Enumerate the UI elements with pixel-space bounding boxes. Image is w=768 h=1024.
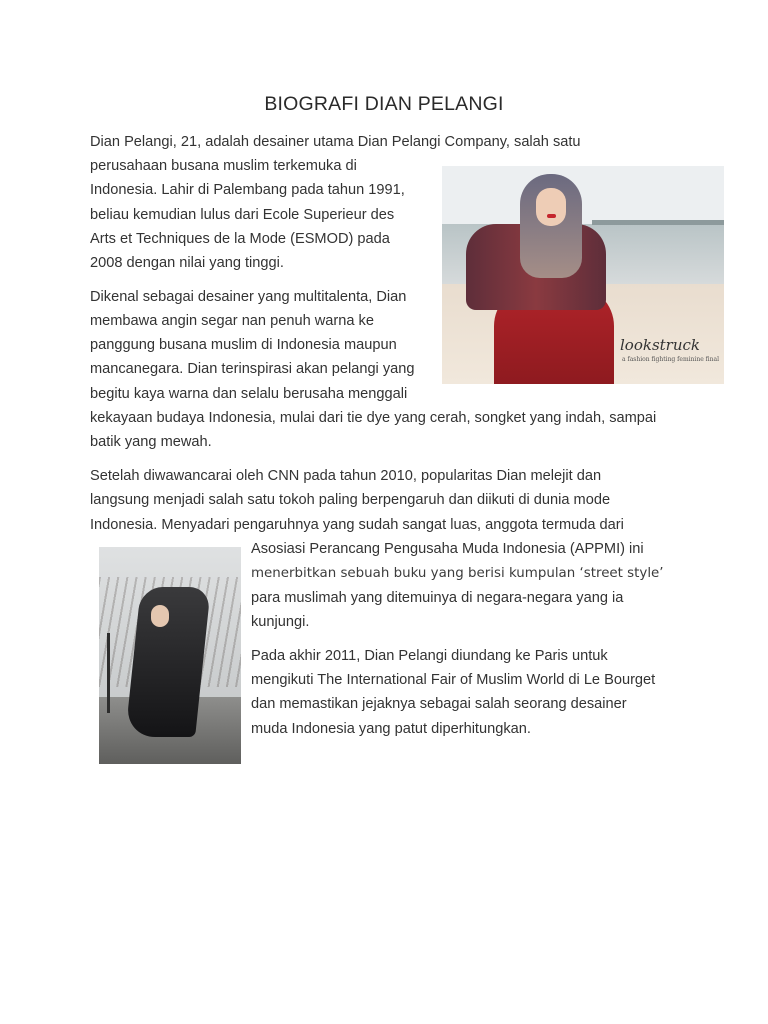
paragraph-line: muda Indonesia yang patut diperhitungkan. <box>251 721 531 737</box>
beach-portrait-photo <box>442 166 724 384</box>
paragraph-line: Asosiasi Perancang Pengusaha Muda Indonesia (APPMI) ini <box>251 541 644 557</box>
paragraph-line: mancanegara. Dian terinspirasi akan pelangi yang <box>90 361 415 377</box>
paragraph-line: kekayaan budaya Indonesia, mulai dari tie dye yang cerah, songket yang indah, sampai <box>90 410 657 426</box>
paragraph-line: batik yang mewah. <box>90 434 212 450</box>
paragraph-line: langsung menjadi salah satu tokoh paling berpengaruh dan diikuti di dunia mode <box>90 492 611 508</box>
street-style-photo <box>99 547 241 764</box>
paragraph-line: Dikenal sebagai desainer yang multitalenta, Dian <box>90 289 407 305</box>
paragraph-line: membawa angin segar nan penuh warna ke <box>90 313 374 329</box>
paragraph-line: 2008 dengan nilai yang tinggi. <box>90 255 284 271</box>
paragraph-line: panggung busana muslim di Indonesia maupun <box>90 337 397 353</box>
paragraph-line: begitu kaya warna dan selalu berusaha menggali <box>90 386 408 402</box>
photo-watermark-tagline: a fashion fighting feminine final <box>622 356 720 363</box>
paragraph-line: Dian Pelangi, 21, adalah desainer utama Dian Pelangi Company, salah satu <box>90 134 581 150</box>
paragraph-line: Setelah diwawancarai oleh CNN pada tahun 2010, popularitas Dian melejit dan <box>90 468 602 484</box>
photo-watermark: lookstruck <box>620 336 700 354</box>
paragraph-line: kunjungi. <box>251 614 310 630</box>
paragraph-line: mengikuti The International Fair of Muslim World di Le Bourget <box>251 672 656 688</box>
paragraph-line: Pada akhir 2011, Dian Pelangi diundang ke Paris untuk <box>251 648 608 664</box>
paragraph-line: perusahaan busana muslim terkemuka di <box>90 158 357 174</box>
paragraph-line: Arts et Techniques de la Mode (ESMOD) pada <box>90 231 390 247</box>
paragraph-line: Indonesia. Menyadari pengaruhnya yang sudah sangat luas, anggota termuda dari <box>90 517 624 533</box>
paragraph-line: Indonesia. Lahir di Palembang pada tahun 1991, <box>90 182 405 198</box>
page-title: BIOGRAFI DIAN PELANGI <box>264 93 504 115</box>
paragraph-line: dan memastikan jejaknya sebagai salah seorang desainer <box>251 696 627 712</box>
paragraph-line: beliau kemudian lulus dari Ecole Superieur des <box>90 207 395 223</box>
paragraph-line: menerbitkan sebuah buku yang berisi kumpulan ‘street style’ <box>251 566 664 581</box>
paragraph-line: para muslimah yang ditemuinya di negara-negara yang ia <box>251 590 624 606</box>
